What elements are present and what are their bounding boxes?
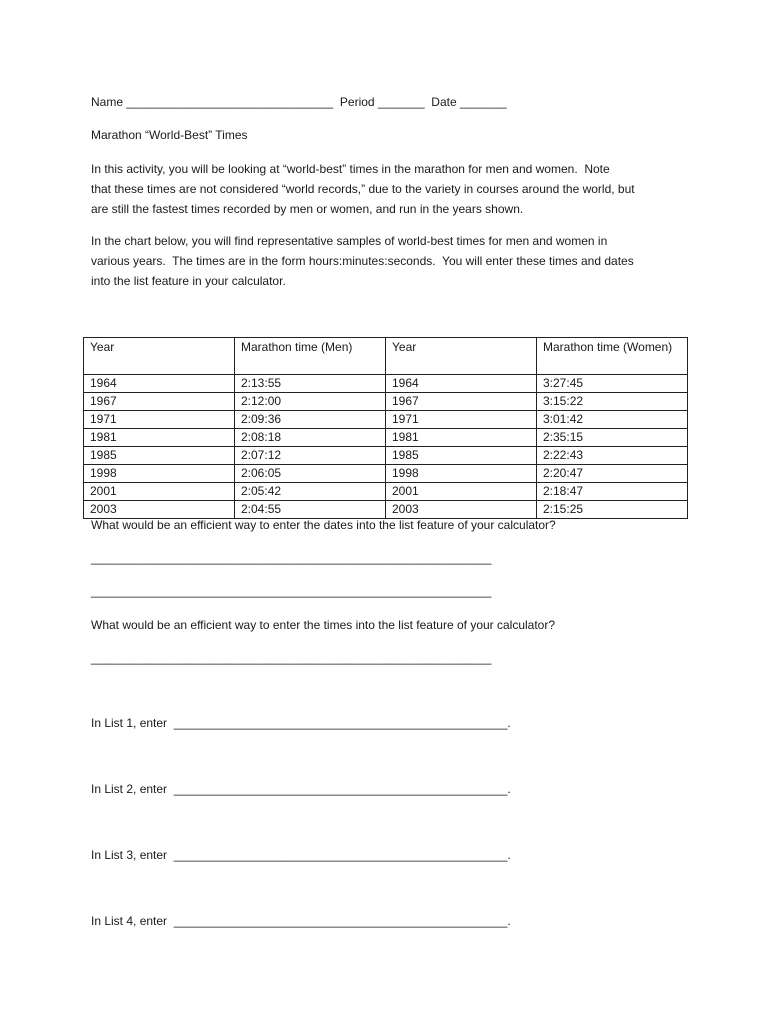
table-cell: 1998: [386, 465, 537, 483]
table-cell: 1971: [84, 411, 235, 429]
table-cell: 2:09:36: [235, 411, 386, 429]
table-cell: 1981: [84, 429, 235, 447]
table-cell: 2:04:55: [235, 501, 386, 519]
table-cell: 2:05:42: [235, 483, 386, 501]
table-cell: 1998: [84, 465, 235, 483]
table-cell: 1981: [386, 429, 537, 447]
table-cell: 1964: [84, 375, 235, 393]
column-header: Marathon time (Men): [235, 338, 386, 375]
table-header-row: [84, 338, 688, 375]
answer-blank[interactable]: ____________________________________________________________: [91, 651, 492, 665]
table-row: [84, 501, 688, 519]
table-cell: 1985: [84, 447, 235, 465]
instructions-line: In the chart below, you will find representative samples of world-best times for men and women in: [91, 234, 608, 248]
list-2-line[interactable]: In List 2, enter __________________________________________________.: [91, 782, 511, 796]
name-period-date-line[interactable]: Name _______________________________ Period _______ Date _______: [91, 95, 507, 109]
table-cell: 2:06:05: [235, 465, 386, 483]
intro-line: In this activity, you will be looking at “world-best” times in the marathon for men and women. Note: [91, 162, 610, 176]
question-times: What would be an efficient way to enter the times into the list feature of your calculator?: [91, 618, 556, 632]
page-title: Marathon “World-Best” Times: [91, 128, 248, 142]
table-cell: 1971: [386, 411, 537, 429]
table-row: [84, 483, 688, 501]
table-cell: 1967: [84, 393, 235, 411]
table-cell: 3:15:22: [537, 393, 688, 411]
table-cell: 2:22:43: [537, 447, 688, 465]
answer-blank[interactable]: ____________________________________________________________: [91, 584, 492, 598]
column-header: Year: [386, 338, 537, 375]
list-4-line[interactable]: In List 4, enter __________________________________________________.: [91, 914, 511, 928]
table-row: [84, 393, 688, 411]
question-dates: What would be an efficient way to enter the dates into the list feature of your calculator?: [91, 518, 556, 532]
table-cell: 1967: [386, 393, 537, 411]
instructions-line: into the list feature in your calculator.: [91, 274, 286, 288]
list-1-line[interactable]: In List 1, enter __________________________________________________.: [91, 716, 511, 730]
table-cell: 2:13:55: [235, 375, 386, 393]
marathon-times-table: [83, 337, 688, 519]
table-cell: 2:18:47: [537, 483, 688, 501]
instructions-line: various years. The times are in the form hours:minutes:seconds. You will enter these times and dates: [91, 254, 634, 268]
answer-blank[interactable]: ____________________________________________________________: [91, 551, 492, 565]
column-header: Marathon time (Women): [537, 338, 688, 375]
intro-line: that these times are not considered “world records,” due to the variety in courses around the world, but: [91, 182, 635, 196]
table-row: [84, 429, 688, 447]
table-cell: 1964: [386, 375, 537, 393]
table-cell: 2:12:00: [235, 393, 386, 411]
table-cell: 2:20:47: [537, 465, 688, 483]
table-row: [84, 465, 688, 483]
table-cell: 2:08:18: [235, 429, 386, 447]
column-header: Year: [84, 338, 235, 375]
intro-paragraph: [91, 159, 691, 219]
table-cell: 1985: [386, 447, 537, 465]
table-cell: 3:01:42: [537, 411, 688, 429]
table-row: [84, 375, 688, 393]
table-cell: 2001: [386, 483, 537, 501]
table-row: [84, 411, 688, 429]
table-cell: 2003: [84, 501, 235, 519]
table-cell: 2003: [386, 501, 537, 519]
instructions-paragraph: [91, 231, 691, 291]
table-cell: 2:35:15: [537, 429, 688, 447]
list-3-line[interactable]: In List 3, enter __________________________________________________.: [91, 848, 511, 862]
intro-line: are still the fastest times recorded by men or women, and run in the years shown.: [91, 202, 524, 216]
table-cell: 2001: [84, 483, 235, 501]
table-cell: 2:15:25: [537, 501, 688, 519]
table-cell: 2:07:12: [235, 447, 386, 465]
table-row: [84, 447, 688, 465]
table-cell: 3:27:45: [537, 375, 688, 393]
